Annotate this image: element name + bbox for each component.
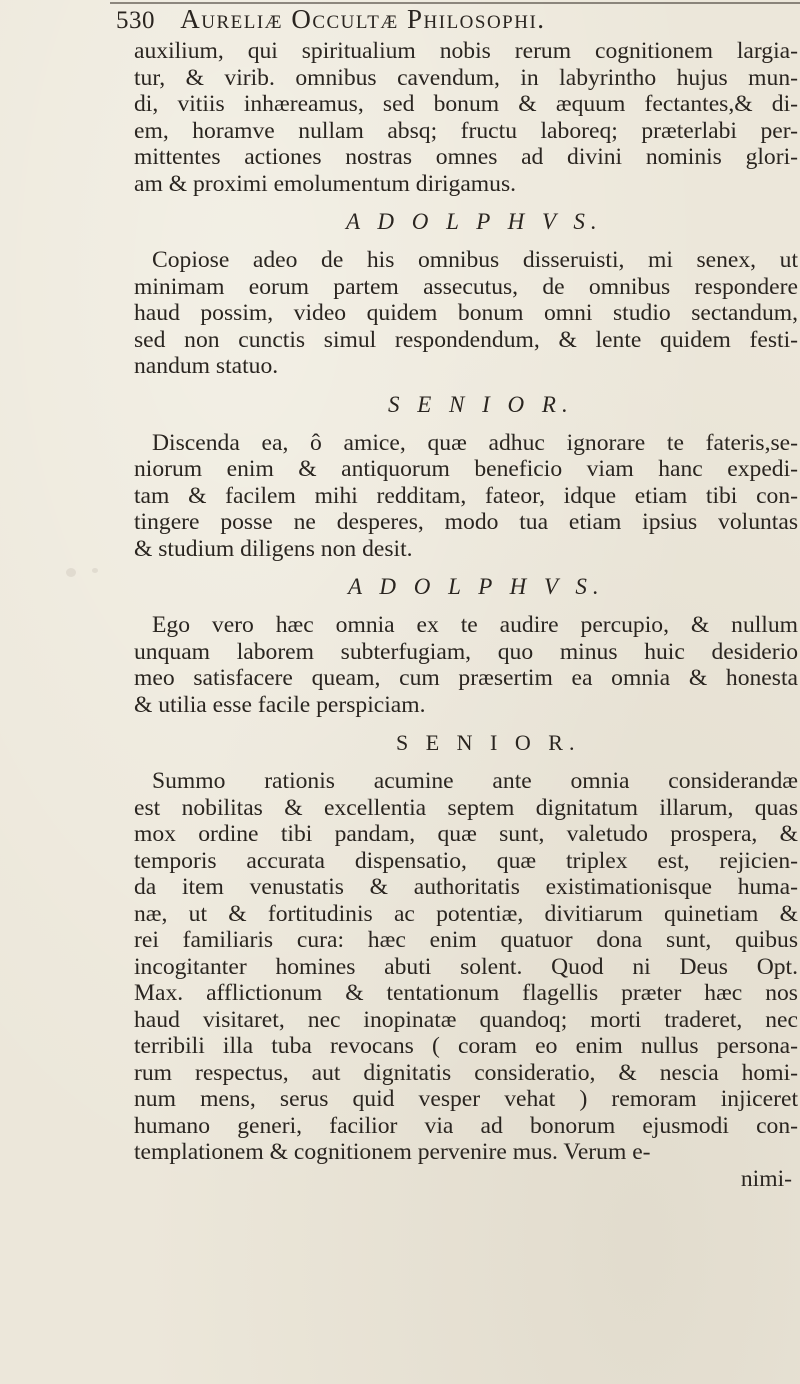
paragraph <box>134 38 798 197</box>
ink-spot <box>66 568 76 577</box>
text-line: & studium diligens non desit. <box>134 535 413 562</box>
text-line: rum respectus, aut dignitatis consideratio, & nescia homi- <box>134 1059 798 1086</box>
catchword: nimi- <box>740 1165 792 1192</box>
text-line: Copiose adeo de his omnibus disseruisti, mi senex, ut <box>152 247 798 273</box>
text-line: sed non cunctis simul respondendum, & lente quidem festi- <box>134 326 798 353</box>
text-line: tam & facilem mihi redditam, fateor, idque etiam tibi con- <box>134 482 798 509</box>
text-line: Max. afflictionum & tentationum flagellis præter hæc nos <box>134 980 798 1006</box>
text-line: di, vitiis inhæreamus, sed bonum & æquum fectantes,& di- <box>134 91 798 117</box>
text-line: Discenda ea, ô amice, quæ adhuc ignorare te fateris,se- <box>152 429 798 456</box>
text-line: haud possim, video quidem bonum omni studio sectandum, <box>134 300 798 326</box>
speaker-heading: S E N I O R. <box>396 730 581 755</box>
text-line: rei familiaris cura: hæc enim quatuor dona sunt, quibus <box>134 927 798 953</box>
running-title: Aureliæ Occultæ Philosophi. <box>180 4 546 34</box>
running-header <box>116 4 796 38</box>
page-number: 530 <box>116 7 155 34</box>
text-line: Ego vero hæc omnia ex te audire percupio, & nullum <box>152 612 798 638</box>
text-line: meo satisfacere queam, cum præsertim ea omnia & honesta <box>134 665 798 691</box>
text-line: mox ordine tibi pandam, quæ sunt, valetudo prospera, & <box>134 821 798 847</box>
text-line: minimam eorum partem assecutus, de omnibus respondere <box>134 273 798 300</box>
text-line: est nobilitas & excellentia septem dignitatum illarum, quas <box>134 794 798 821</box>
text-line: em, horamve nullam absq; fructu laboreq; præterlabi per- <box>134 117 798 144</box>
text-line: tur, & virib. omnibus cavendum, in labyrintho hujus mun- <box>134 64 798 91</box>
text-line: næ, ut & fortitudinis ac potentiæ, divitiarum quinetiam & <box>134 900 798 927</box>
text-line: am & proximi emolumentum dirigamus. <box>134 170 517 197</box>
text-line: haud visitaret, nec inopinatæ quandoq; morti traderet, nec <box>134 1006 798 1033</box>
text-line: temporis accurata dispensatio, quæ triplex est, rejicien- <box>134 847 798 874</box>
speaker-heading: A D O L P H V S. <box>346 209 603 234</box>
text-line: terribili illa tuba revocans ( coram eo enim nullus persona- <box>134 1033 798 1059</box>
text-line: auxilium, qui spiritualium nobis rerum cognitionem largia- <box>134 38 798 64</box>
text-line: mittentes actiones nostras omnes ad divini nominis glori- <box>134 144 798 170</box>
text-line: tingere posse ne desperes, modo tua etiam ipsius voluntas <box>134 509 798 535</box>
text-line: unquam laborem subterfugiam, quo minus huic desiderio <box>134 638 798 665</box>
paragraph <box>134 612 798 718</box>
speaker-heading: A D O L P H V S. <box>348 574 605 599</box>
text-line: nandum statuo. <box>134 353 279 379</box>
paragraph <box>134 768 798 1166</box>
text-line: niorum enim & antiquorum beneficio viam hanc expedi- <box>134 456 798 482</box>
text-body <box>134 38 798 1192</box>
text-line: templationem & cognitionem pervenire mus. Verum e- <box>134 1139 651 1165</box>
speaker-heading: S E N I O R. <box>388 391 574 417</box>
ink-spot <box>92 568 98 573</box>
paragraph <box>134 247 798 380</box>
paragraph <box>134 430 798 563</box>
text-line: incogitanter homines abuti solent. Quod ni Deus Opt. <box>134 953 798 980</box>
text-line: Summo rationis acumine ante omnia considerandæ <box>152 768 798 794</box>
text-line: humano generi, facilior via ad bonorum ejusmodi con- <box>134 1112 798 1139</box>
text-line: & utilia esse facile perspiciam. <box>134 691 426 718</box>
text-line: da item venustatis & authoritatis existimationisque huma- <box>134 874 798 900</box>
text-line: num mens, serus quid vesper vehat ) remoram injiceret <box>134 1086 798 1112</box>
